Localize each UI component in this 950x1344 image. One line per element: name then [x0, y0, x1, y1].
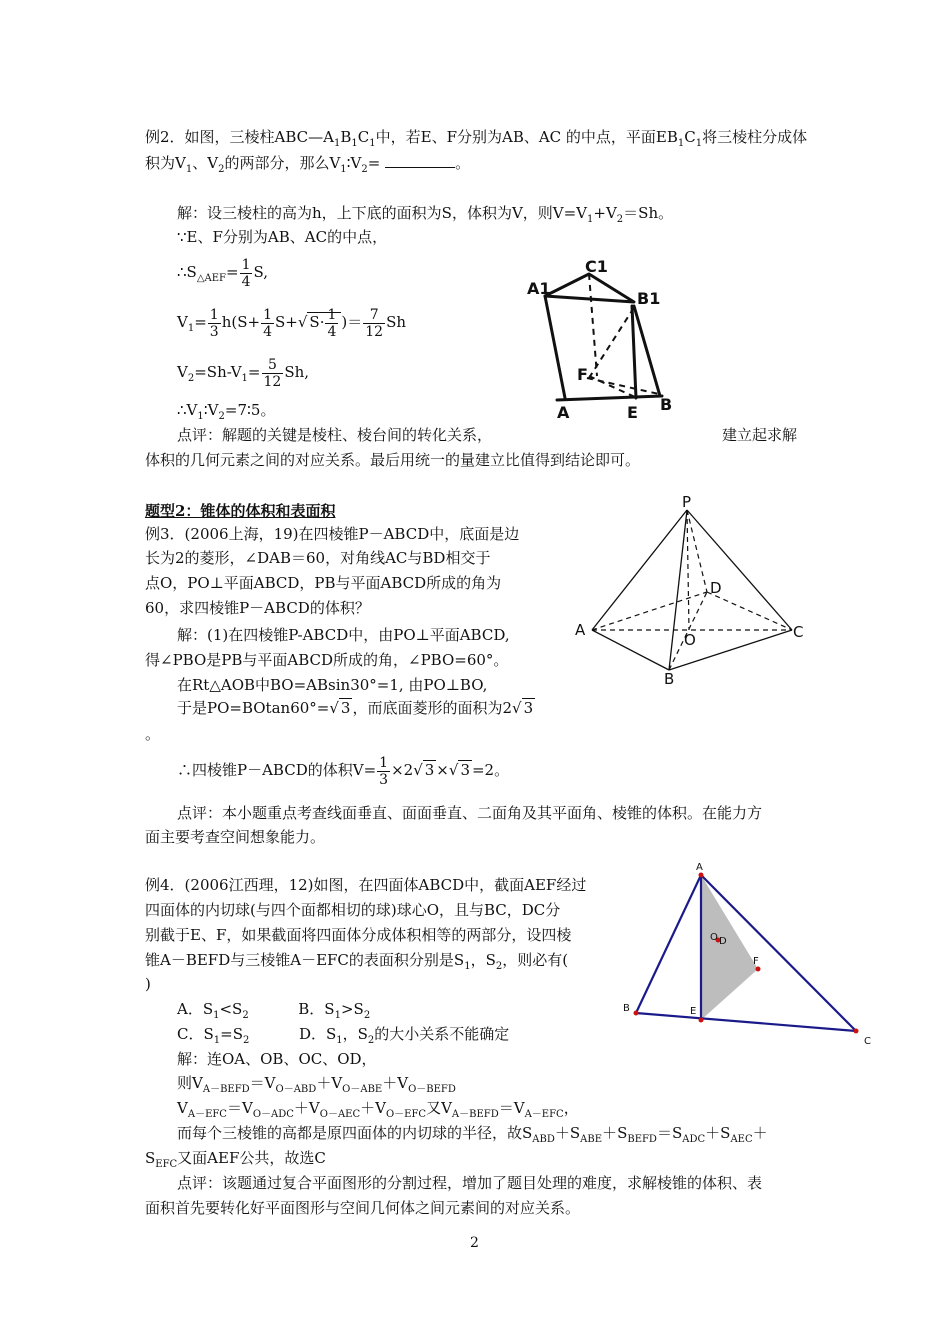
point-c [854, 1029, 859, 1034]
numerator: 1 [327, 306, 337, 323]
fraction [325, 307, 338, 340]
prism-left-edge [545, 296, 565, 398]
text: 长为2的菱形，∠DAB＝60，对角线AC与BD相交于 [145, 549, 491, 567]
text: 例3．(2006上海，19)在四棱锥P－ABCD中，底面是边 [145, 525, 520, 543]
text: × [436, 761, 449, 779]
text: ＝V [498, 1099, 525, 1117]
text: S [569, 1124, 581, 1142]
prism-right-back [632, 306, 636, 398]
ex2-comment1b [722, 425, 797, 445]
point-e [699, 1018, 704, 1023]
sub: △AEF [196, 273, 226, 284]
text: 建立起求解 [722, 426, 798, 444]
ex3-sol3 [177, 675, 487, 695]
denominator: 3 [209, 323, 219, 340]
text: 点评：解题的关键是棱柱、棱台间的转化关系， [177, 426, 493, 444]
sub: ABE [580, 1134, 603, 1145]
text: 又V [426, 1099, 452, 1117]
ex3-comment1 [177, 803, 762, 823]
tetrahedron-figure [618, 858, 888, 1050]
text: ＋ [705, 1124, 721, 1142]
text: S, [253, 263, 268, 281]
text: h(S+ [221, 313, 261, 331]
sub: AEC [730, 1134, 753, 1145]
ex2-sol1 [177, 203, 673, 230]
sub: 1 [213, 1010, 220, 1021]
sub: 2 [187, 373, 195, 384]
text: 点O，PO⊥平面ABCD，PB与平面ABCD所成的角为 [145, 574, 502, 592]
sub: 1 [334, 1010, 341, 1021]
sub: 2 [218, 164, 225, 175]
text: 体积的几何元素之间的对应关系。最后用统一的量建立比值得到结论即可。 [145, 451, 641, 469]
ex4-sol4 [177, 1123, 768, 1150]
text: B [340, 128, 352, 146]
sub: 2 [616, 214, 624, 225]
section-heading [145, 501, 335, 521]
prism-bottom [557, 396, 662, 400]
ex4-comment2 [145, 1198, 580, 1218]
ex2-sol3 [177, 252, 268, 299]
denominator: 12 [263, 373, 282, 390]
text: =7∶5。 [224, 401, 276, 419]
ex2-sol2 [177, 227, 387, 247]
label-b: B [660, 395, 673, 414]
text: S+ [275, 313, 298, 331]
edge-pc [687, 510, 792, 630]
sub: 2 [363, 1010, 371, 1021]
text: <S [219, 1000, 243, 1018]
label-a1: A1 [527, 279, 551, 298]
text: ＋V [382, 1074, 409, 1092]
sub: 2 [367, 1035, 375, 1046]
ex4-sol2 [177, 1073, 456, 1100]
prism-hidden-line3 [589, 376, 637, 398]
section-aef [701, 875, 758, 1020]
ex3-sol6 [177, 750, 509, 790]
denominator: 4 [263, 323, 272, 340]
sub: 2 [495, 961, 503, 972]
label-p: P [682, 493, 692, 511]
text: ∴S [177, 263, 197, 281]
text: = [247, 363, 261, 381]
sub: EFC [155, 1159, 178, 1170]
label-b: B [623, 1003, 630, 1014]
denominator: 4 [241, 273, 251, 290]
text: C [357, 128, 370, 146]
ex2-comment1 [177, 425, 492, 445]
text: 。 [455, 154, 471, 172]
text: 积为V [145, 154, 186, 172]
label-d: D [710, 579, 722, 597]
text: ∴四棱锥P－ABCD的体积V= [177, 761, 377, 779]
text: ＋ [554, 1124, 570, 1142]
sub: BEFD [627, 1134, 657, 1145]
sub: O－EFC [385, 1109, 427, 1120]
sqrt-body: 3 [424, 761, 435, 779]
answer-blank [385, 153, 455, 168]
text: >S [340, 1000, 364, 1018]
prism-hidden-line [589, 306, 635, 378]
prism-hidden-edge [589, 274, 597, 376]
ex3-sol1 [177, 625, 510, 645]
text: 解：设三棱柱的高为h，上下底的面积为S，体积为V，则V=V [177, 204, 588, 222]
numerator: 1 [241, 256, 251, 273]
text: ，则必有( [502, 951, 569, 969]
text: ， [563, 1099, 579, 1117]
text: 。 [145, 725, 161, 743]
ex4-options-cd [177, 1024, 509, 1051]
text: Sh [386, 313, 407, 331]
label-b1: B1 [637, 289, 661, 308]
sub: O－AEC [319, 1109, 361, 1120]
text: 四面体的内切球(与四个面都相切的球)球心O，且与BC，DC分 [145, 901, 561, 919]
text: 例2．如图，三棱柱ABC—A [145, 128, 334, 146]
label-c1: C1 [585, 258, 608, 276]
text: 解：连OA、OB、OC、OD， [177, 1050, 377, 1068]
text: S· [309, 313, 325, 331]
label-e: E [627, 403, 638, 422]
text: A．S [177, 1000, 214, 1018]
sub: 1 [334, 138, 341, 149]
edge-pa [592, 510, 687, 630]
ex3-line1 [145, 524, 519, 544]
ex4-options-ab [177, 999, 370, 1026]
text: ＋V [360, 1099, 386, 1117]
ex2-v1 [177, 302, 406, 349]
denominator: 12 [365, 323, 384, 340]
page-number [470, 1233, 479, 1253]
sub: 1 [187, 323, 195, 334]
ex4-comment1 [177, 1173, 762, 1193]
text: B．S [298, 1000, 335, 1018]
sub: A－EFC [187, 1109, 227, 1120]
sqrt-sign: √ [297, 313, 308, 331]
ex3-sol4 [177, 698, 535, 718]
text: 得∠PBO是PB与平面ABCD所成的角，∠PBO=60°。 [145, 651, 509, 669]
sub: 1 [677, 138, 685, 149]
text: 的两部分，那么V [224, 154, 341, 172]
ex4-line1 [145, 875, 586, 895]
text: = [367, 154, 381, 172]
text: S [145, 1149, 156, 1167]
ex3-line2 [145, 548, 490, 568]
text: 点评：本小题重点考查线面垂直、面面垂直、二面角及其平面角、棱锥的体积。在能力方 [177, 804, 763, 822]
text: S [671, 1124, 683, 1142]
sqrt-sign: √ [512, 699, 522, 717]
sub: 1 [587, 214, 594, 225]
text: ×2 [391, 761, 414, 779]
text: =S [220, 1025, 243, 1043]
text: Sh, [284, 363, 310, 381]
text: ∶V [203, 401, 219, 419]
ex4-sol1 [177, 1049, 377, 1069]
sub: 1 [185, 164, 193, 175]
sub: O－BEFD [408, 1084, 456, 1095]
sqrt-sign: √ [413, 761, 423, 779]
pyramid-figure [572, 492, 812, 692]
label-c: C [864, 1036, 871, 1047]
sub: A－BEFD [202, 1084, 250, 1095]
text: ，S [470, 951, 496, 969]
ex4-line3 [145, 925, 571, 945]
text: ＋V [293, 1099, 320, 1117]
ex2-line1 [145, 127, 807, 154]
text: 例4．(2006江西理，12)如图，在四面体ABCD中，截面AEF经过 [145, 876, 587, 894]
text: S [617, 1124, 628, 1142]
sub: 1 [351, 138, 358, 149]
numerator: 1 [209, 306, 219, 323]
sub: 1 [213, 1035, 221, 1046]
label-o: O [710, 932, 718, 943]
ex4-line5 [145, 974, 151, 994]
sub: 1 [336, 1035, 343, 1046]
text: 在Rt△AOB中BO=ABsin30°=1, 由PO⊥BO, [177, 676, 488, 694]
text: 面积首先要转化好平面图形与空间几何体之间元素间的对应关系。 [145, 1199, 581, 1217]
prism-figure [527, 258, 677, 423]
text: ＝Sh。 [623, 204, 674, 222]
sub: ADC [682, 1134, 706, 1145]
ex3-line4 [145, 598, 370, 618]
text: ＝ [656, 1124, 672, 1142]
ex3-sol5 [145, 724, 160, 744]
ex4-sol3 [177, 1098, 579, 1125]
text: ＝V [249, 1074, 276, 1092]
denominator: 4 [327, 323, 337, 340]
text: C．S [177, 1025, 214, 1043]
sqrt-body [307, 306, 341, 340]
fraction [208, 307, 221, 340]
text: 于是PO=BOtan60°= [177, 699, 330, 717]
fraction [363, 307, 385, 340]
numerator: 7 [363, 307, 385, 324]
text: ∶V [346, 154, 362, 172]
ex4-line2 [145, 900, 560, 920]
ex3-sol2 [145, 650, 508, 670]
text: 60，求四棱锥P－ABCD的体积？ [145, 599, 370, 617]
prism-right-edge [634, 306, 660, 396]
label-c: C [793, 623, 804, 641]
sub: A－BEFD [451, 1109, 499, 1120]
label-a: A [575, 621, 586, 639]
point-f [756, 967, 761, 972]
ex2-line2 [145, 153, 470, 180]
text: S [720, 1124, 731, 1142]
sub: 1 [241, 373, 248, 384]
text: 2 [470, 1235, 479, 1251]
text: D．S [298, 1025, 337, 1043]
sub: 1 [695, 138, 703, 149]
text: 解：(1)在四棱锥P-ABCD中，由PO⊥平面ABCD, [177, 626, 510, 644]
ex4-line4 [145, 950, 568, 977]
text: ＝V [226, 1099, 253, 1117]
edge-ab [636, 875, 701, 1013]
text: 别截于E、F，如果截面将四面体分成体积相等的两部分，设四棱 [145, 926, 572, 944]
sub: 2 [218, 411, 225, 422]
ex3-line3 [145, 573, 501, 593]
label-b: B [664, 670, 675, 688]
numerator: 5 [262, 357, 284, 374]
text: ∵E、F分别为AB、AC的中点， [177, 228, 388, 246]
text: V [177, 363, 188, 381]
sqrt-body: 3 [460, 761, 470, 779]
text: 、V [192, 154, 219, 172]
label-f: F [577, 365, 588, 384]
sub: 2 [361, 164, 368, 175]
edge-bc [636, 1013, 856, 1031]
text: ＋V [316, 1074, 343, 1092]
height-po [687, 510, 689, 630]
label-a: A [696, 862, 703, 873]
label-o: O [684, 631, 696, 649]
ex4-sol5 [145, 1148, 326, 1175]
text: =Sh-V [194, 363, 242, 381]
text: =2。 [471, 761, 510, 779]
text: ，S [342, 1025, 368, 1043]
edge-dc [707, 592, 792, 630]
sub: 2 [242, 1010, 249, 1021]
text: ) [145, 975, 151, 993]
text: 而每个三棱锥的高都是原四面体的内切球的半径，故S [177, 1124, 533, 1142]
sub: 1 [197, 411, 204, 422]
text: ＋ [752, 1124, 768, 1142]
sub: 1 [340, 164, 347, 175]
sub: O－ABE [342, 1084, 383, 1095]
point-a [699, 873, 704, 878]
text: 的大小关系不能确定 [374, 1025, 510, 1043]
text: ∴V [177, 401, 198, 419]
sub: O－ADC [252, 1109, 294, 1120]
text: 将三棱柱分成体 [702, 128, 808, 146]
fraction [262, 357, 284, 390]
fraction [240, 257, 253, 290]
text: 点评：该题通过复合平面图形的分割过程，增加了题目处理的难度，求解棱锥的体积、表 [177, 1174, 763, 1192]
text: ＋ [602, 1124, 618, 1142]
fraction [261, 307, 274, 340]
numerator: 1 [379, 754, 389, 771]
point-b [634, 1011, 639, 1016]
text: = [225, 263, 239, 281]
text: C [684, 128, 696, 146]
sub: 2 [243, 1035, 250, 1046]
text: 又面AEF公共，故选C [177, 1149, 326, 1167]
sub: 1 [369, 138, 376, 149]
denominator: 3 [379, 771, 389, 788]
edge-ab [592, 630, 669, 670]
text: ，而底面菱形的面积为2 [352, 699, 513, 717]
fraction [377, 755, 390, 788]
text: )＝ [341, 313, 363, 331]
sub: O－ABD [275, 1084, 317, 1095]
numerator: 1 [263, 306, 272, 323]
label-e: E [690, 1006, 697, 1017]
ex2-result [177, 400, 275, 427]
ex2-v2 [177, 352, 309, 399]
ex2-comment2 [145, 450, 640, 470]
text: 面主要考查空间想象能力。 [145, 828, 326, 846]
label-d: D [719, 936, 727, 947]
sqrt-body: 3 [340, 699, 351, 717]
sqrt-sign: √ [329, 699, 339, 717]
text: 中，若E、F分别为AB、AC 的中点，平面EB [375, 128, 678, 146]
text: 则V [177, 1074, 203, 1092]
text: 锥A－BEFD与三棱锥A－EFC的表面积分别是S [145, 951, 465, 969]
text: = [194, 313, 207, 331]
edge-ad [592, 592, 707, 630]
ex3-comment2 [145, 827, 325, 847]
text: V [177, 1099, 188, 1117]
sqrt-body: 3 [523, 699, 534, 717]
text: V [177, 313, 188, 331]
text: +V [593, 204, 617, 222]
label-f: F [753, 956, 759, 967]
sub: A－EFC [524, 1109, 564, 1120]
sqrt-sign: √ [448, 761, 459, 779]
label-a: A [557, 403, 570, 422]
sub: ABD [532, 1134, 555, 1145]
sub: 1 [464, 961, 471, 972]
text: 题型2：锥体的体积和表面积 [145, 502, 336, 520]
